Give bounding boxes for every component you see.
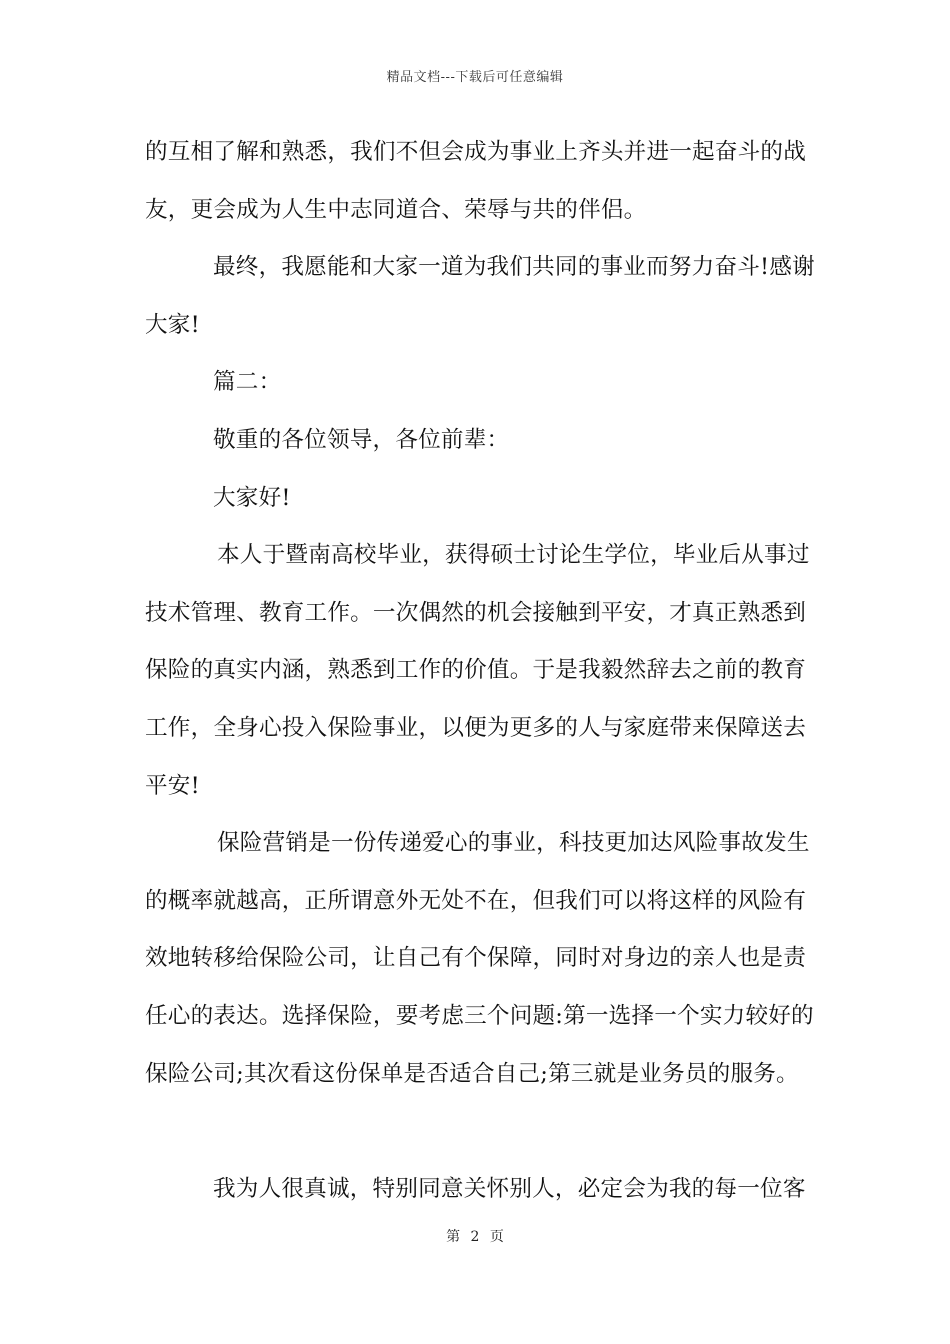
page-number: 2 [470, 1229, 480, 1245]
paragraph-line: 技术管理、教育工作。一次偶然的机会接触到平安，才真正熟悉到 [145, 599, 807, 626]
page-header: 精品文档---下载后可任意编辑 [386, 70, 564, 85]
paragraph-line: 我为人很真诚，特别同意关怀别人，必定会为我的每一位客 [213, 1175, 806, 1202]
paragraph-line: 本人于暨南高校毕业，获得硕士讨论生学位，毕业后从事过 [217, 542, 810, 569]
section-heading: 篇二： [213, 369, 282, 396]
paragraph-line: 工作，全身心投入保险事业，以便为更多的人与家庭带来保障送去 [145, 714, 807, 741]
page-footer [0, 1226, 950, 1246]
paragraph-line: 效地转移给保险公司，让自己有个保障，同时对身边的亲人也是责 [145, 945, 807, 972]
paragraph-line: 任心的表达。选择保险，要考虑三个问题:第一选择一个实力较好的 [145, 1002, 814, 1029]
greeting-line: 大家好! [213, 484, 291, 511]
page-label-suffix: 页 [489, 1229, 504, 1245]
paragraph-gap [145, 1109, 810, 1167]
paragraph-line: 保险公司;其次看这份保单是否适合自己;第三就是业务员的服务。 [145, 1060, 799, 1087]
paragraph-line: 大家! [145, 311, 200, 338]
paragraph-line: 保险营销是一份传递爱心的事业，科技更加达风险事故发生 [217, 830, 810, 857]
paragraph-line: 平安! [145, 772, 200, 799]
paragraph-line: 最终，我愿能和大家一道为我们共同的事业而努力奋斗!感谢 [213, 254, 815, 281]
paragraph-line: 的概率就越高，正所谓意外无处不在，但我们可以将这样的风险有 [145, 887, 807, 914]
page-label-prefix: 第 [446, 1229, 461, 1245]
paragraph-line: 的互相了解和熟悉，我们不但会成为事业上齐头并进一起奋斗的战 [145, 139, 807, 165]
paragraph-line: 友，更会成为人生中志同道合、荣辱与共的伴侣。 [145, 196, 647, 223]
paragraph-line: 保险的真实内涵，熟悉到工作的价值。于是我毅然辞去之前的教育 [145, 657, 807, 684]
salutation-line: 敬重的各位领导，各位前辈： [213, 426, 510, 453]
document-body [145, 130, 815, 1224]
